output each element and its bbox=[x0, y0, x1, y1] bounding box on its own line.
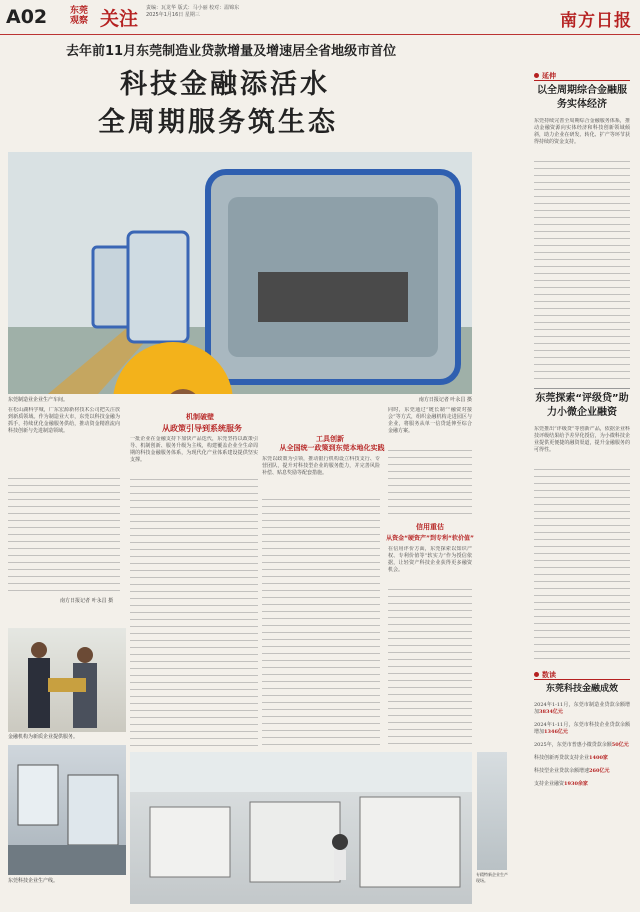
sidebar-tag-label: 延伸 bbox=[542, 72, 556, 80]
worker-photo-caption: 专精特新企业生产现场。 bbox=[476, 872, 508, 883]
factory-floor-photo bbox=[130, 752, 472, 904]
section3-text: 在信用评价方面，东莞探索以知识产权、专利价值等“软实力”作为授信依据，让轻资产科技企业获得更多融资机会。 bbox=[388, 546, 472, 573]
sidebar-text-block1 bbox=[534, 161, 630, 383]
article-intro: 在松山湖科学城，广东宏源新材技术公司把关注放到新质领域。作为制造业大市，东莞以科技金融为抓手，持续优化金融服务供给，推动资金精准流向科技创新与先进制造领域。 bbox=[8, 407, 120, 434]
section1-kicker: 机制破壁 bbox=[186, 413, 214, 421]
stats-list bbox=[534, 702, 630, 794]
sidebar-title1: 以全周期综合金融服务实体经济 bbox=[537, 85, 627, 110]
main-photo-caption: 东莞制造业企业生产车间。 bbox=[8, 397, 69, 403]
section2-kicker: 工具创新 bbox=[316, 435, 344, 443]
sidebar-divider3 bbox=[534, 679, 630, 680]
meta-line: 责编：瓦龙华 版式：马小丽 校对：温锦东 bbox=[146, 5, 240, 11]
section-title: 关注 bbox=[100, 8, 139, 30]
section2-text-block bbox=[262, 499, 380, 747]
tag-dot-icon bbox=[534, 672, 539, 677]
section3-title: 从资金“硬资产”到专利“软价值” bbox=[386, 535, 474, 542]
stat-value: 1400家 bbox=[589, 755, 608, 761]
factory-scene-illustration bbox=[8, 152, 472, 394]
stat-label: 支持企业融资 bbox=[534, 781, 565, 787]
page-header bbox=[0, 0, 640, 35]
sidebar-divider bbox=[534, 80, 630, 81]
column4-text: 同时，东莞通过“链长制”“融资对接会”等方式，组织金融机构走进园区与企业，将服务从单一信贷延伸至综合金融方案。 bbox=[388, 407, 472, 434]
section2-title: 从全国统一政策到东莞本地化实践 bbox=[279, 444, 385, 452]
stat-value: 1930余家 bbox=[564, 781, 588, 787]
headline-kicker: 去年前11月东莞制造业贷款增量及增速居全省地级市首位 bbox=[66, 44, 397, 59]
stats-title: 东莞科技金融成效 bbox=[545, 684, 618, 694]
stat-item bbox=[534, 702, 630, 716]
main-photo bbox=[8, 152, 472, 394]
stat-value: 260亿元 bbox=[589, 768, 610, 774]
stat-item bbox=[534, 742, 630, 749]
stat-item bbox=[534, 722, 630, 736]
article-text-block bbox=[8, 478, 120, 596]
stat-label: 科技型企业贷款余额增速 bbox=[534, 768, 590, 774]
section3-text-block bbox=[388, 589, 472, 747]
stat-label: 2024年1-11月，东莞市科技企业贷款余额增加 bbox=[534, 722, 630, 735]
stat-value: 3834亿元 bbox=[539, 709, 563, 715]
production-line-illustration bbox=[8, 745, 126, 875]
section2-text: 东莞以政策为引领，推动银行机构设立科技支行、专营团队，提升对科技型企业的服务能力，并完善风险补偿、贴息奖励等配套措施。 bbox=[262, 456, 380, 476]
stat-label: 2025年，东莞市普惠小微贷款余额 bbox=[534, 742, 612, 748]
tag-dot-icon bbox=[534, 73, 539, 78]
reporter-byline: 南方日报记者 叶永昌 摄 bbox=[60, 598, 114, 604]
sidebar-title2: 东莞探索“评级贷”助力小微企业融资 bbox=[535, 393, 629, 418]
meeting-scene-illustration bbox=[8, 628, 126, 732]
factory-floor-illustration bbox=[130, 752, 472, 904]
stat-value: 1346亿元 bbox=[544, 729, 568, 735]
worker-photo bbox=[477, 752, 507, 870]
section1-title: 从政策引导到系统服务 bbox=[162, 424, 242, 433]
newspaper-logo: 南方日报 bbox=[560, 11, 632, 31]
section1-text: 一批企业在金融支持下加快产品迭代，东莞坚持以政策引导、机制创新、服务升级为主线，构建覆盖企业全生命周期的科技金融服务体系，为现代化产业体系建设提供坚实支撑。 bbox=[130, 436, 258, 463]
section3-kicker: 信用重估 bbox=[416, 523, 444, 531]
page-number: A02 bbox=[6, 6, 48, 28]
headline-title-line1: 科技金融添活水 bbox=[120, 69, 330, 100]
meta-line: 2025年1月16日 星期三 bbox=[146, 12, 200, 18]
headline-title-line2: 全周期服务筑生态 bbox=[98, 107, 338, 138]
stat-value: 50亿元 bbox=[611, 742, 629, 748]
stat-label: 科技创新再贷款支持企业 bbox=[534, 755, 590, 761]
sidebar-text2: 东莞推出“评级贷”等创新产品，依据企业科技评级结果给予差异化授信，为小微科技企业提供更便捷的融资渠道，提升金融服务的可得性。 bbox=[534, 426, 630, 453]
stat-item bbox=[534, 781, 630, 788]
production-line-caption: 东莞科技企业生产线。 bbox=[8, 878, 59, 884]
sidebar-text-block2 bbox=[534, 469, 630, 661]
production-line-photo bbox=[8, 745, 126, 875]
sidebar-tag2-label: 数读 bbox=[542, 671, 556, 679]
column4-text-block bbox=[388, 450, 472, 518]
edition-meta bbox=[146, 5, 276, 19]
section-label: 东莞观察 bbox=[70, 6, 89, 26]
sidebar-divider2 bbox=[534, 388, 630, 389]
section1-text-block bbox=[130, 479, 258, 747]
main-photo-credit: 南方日报记者 叶永昌 摄 bbox=[418, 397, 472, 403]
stat-label: 2024年1-11月，东莞市制造业贷款余额增加 bbox=[534, 702, 630, 715]
stat-item bbox=[534, 755, 630, 762]
meeting-photo bbox=[8, 628, 126, 732]
sidebar-text1: 东莞持续完善全周期综合金融服务体系，推动金融资源向实体经济和科技创新领域倾斜，助力企业在研发、转化、扩产等环节获得持续的资金支持。 bbox=[534, 118, 630, 145]
stat-item bbox=[534, 768, 630, 775]
meeting-photo-caption: 金融机构为新质企业提供服务。 bbox=[8, 734, 79, 740]
